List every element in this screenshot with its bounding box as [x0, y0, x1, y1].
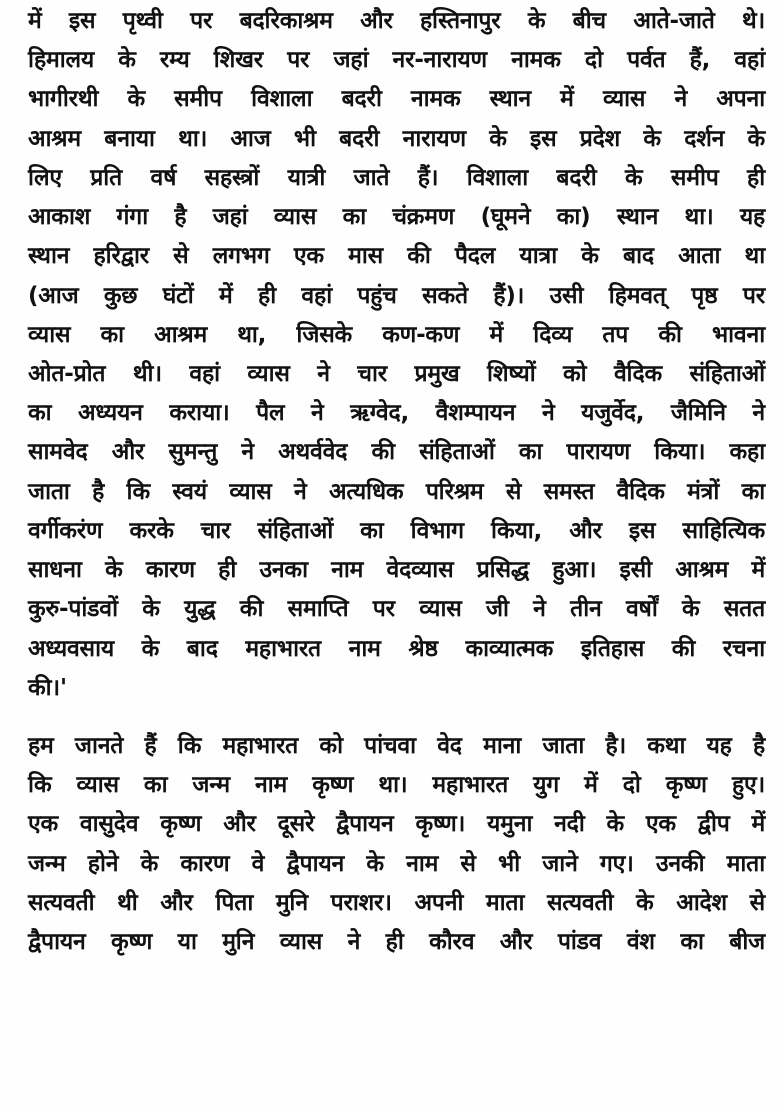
- text-line: अध्यवसाय के बाद महाभारत नाम श्रेष्ठ काव्यात्मक इतिहास की रचना: [28, 636, 765, 662]
- text-line: (आज कुछ घंटों में ही वहां पहुंच सकते हैं)। उसी हिमवत् पृष्ठ पर: [28, 283, 765, 309]
- text-line: एक वासुदेव कृष्ण और दूसरे द्वैपायन कृष्ण। यमुना नदी के एक द्वीप में: [28, 811, 765, 837]
- text-line: भागीरथी के समीप विशाला बदरी नामक स्थान में व्यास ने अपना: [28, 86, 765, 112]
- text-line: ओत-प्रोत थी। वहां व्यास ने चार प्रमुख शिष्यों को वैदिक संहिताओं: [28, 361, 765, 387]
- text-line: जाता है कि स्वयं व्यास ने अत्यधिक परिश्रम से समस्त वैदिक मंत्रों का: [28, 479, 765, 505]
- text-line: आकाश गंगा है जहां व्यास का चंक्रमण (घूमने का) स्थान था। यह: [28, 204, 765, 230]
- text-line: आश्रम बनाया था। आज भी बदरी नारायण के इस प्रदेश के दर्शन के: [28, 126, 765, 152]
- text-line: में इस पृथ्वी पर बदरिकाश्रम और हस्तिनापुर के बीच आते-जाते थे।: [28, 8, 765, 34]
- text-line: हम जानते हैं कि महाभारत को पांचवा वेद माना जाता है। कथा यह है: [28, 733, 765, 759]
- text-line: लिए प्रति वर्ष सहस्त्रों यात्री जाते हैं। विशाला बदरी के समीप ही: [28, 165, 765, 191]
- text-line: कि व्यास का जन्म नाम कृष्ण था। महाभारत युग में दो कृष्ण हुए।: [28, 772, 765, 798]
- text-line: वर्गीकरंण करके चार संहिताओं का विभाग किया, और इस साहित्यिक: [28, 518, 765, 544]
- text-line: सामवेद और सुमन्तु ने अथर्ववेद की संहिताओं का पारायण किया। कहा: [28, 439, 765, 465]
- text-line: की।': [28, 675, 67, 701]
- text-line: व्यास का आश्रम था, जिसके कण-कण में दिव्य तप की भावना: [28, 322, 765, 348]
- text-line: कुरु-पांडवों के युद्ध की समाप्ति पर व्यास जी ने तीन वर्षों के सतत: [28, 596, 765, 622]
- text-line: सत्यवती थी और पिता मुनि पराशर। अपनी माता सत्यवती के आदेश से: [28, 890, 765, 916]
- text-line: जन्म होने के कारण वे द्वैपायन के नाम से भी जाने गए। उनकी माता: [28, 851, 765, 877]
- text-line: स्थान हरिद्वार से लगभग एक मास की पैदल यात्रा के बाद आता था: [28, 243, 765, 269]
- text-line: का अध्ययन कराया। पैल ने ऋग्वेद, वैशम्पायन ने यजुर्वेद, जैमिनि ने: [28, 400, 765, 426]
- text-line: द्वैपायन कृष्ण या मुनि व्यास ने ही कौरव और पांडव वंश का बीज: [28, 929, 765, 955]
- text-line: हिमालय के रम्य शिखर पर जहां नर-नारायण नामक दो पर्वत हैं, वहां: [28, 47, 765, 73]
- text-line: साधना के कारण ही उनका नाम वेदव्यास प्रसिद्ध हुआ। इसी आश्रम में: [28, 557, 765, 583]
